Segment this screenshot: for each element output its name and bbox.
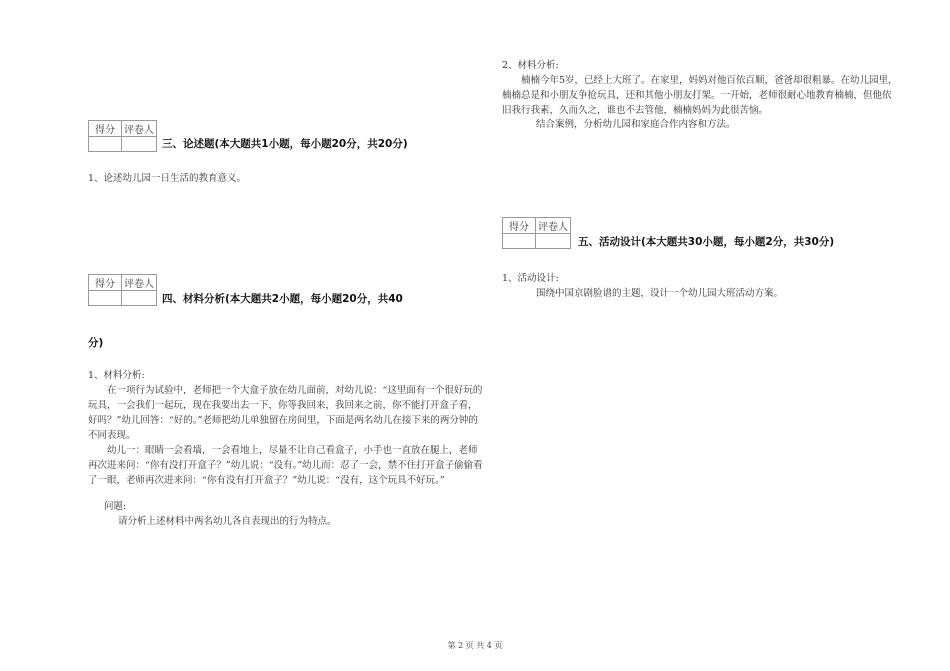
score-box-section-3 [88, 120, 157, 152]
section-5-question-1-title: 1、活动设计: [502, 273, 559, 284]
section-3-question-1: 1、论述幼儿园一日生活的教育意义。 [88, 173, 247, 184]
score-label: 得分 [503, 218, 536, 234]
material-paragraph: 楠楠今年5岁，已经上大班了。在家里，妈妈对他百依百顺，爸爸却很粗暴。在幼儿园里，楠楠总是和小朋友争抢玩具，还和其他小朋友打架。一开始，老师很耐心地教育楠楠，但他依旧我行我素，久而久之，谁也不去管他，楠楠妈妈为此很苦恼。 [502, 75, 898, 116]
section-4-question-2-material [502, 73, 900, 118]
section-4-question-2-task: 结合案例，分析幼儿园和家庭合作内容和方法。 [536, 119, 736, 130]
section-4-heading: 四、材料分析(本大题共2小题，每小题20分，共40 [162, 293, 403, 305]
question-label: 问题: [104, 501, 127, 512]
score-box-section-4 [88, 274, 157, 306]
section-4-question-1-title: 1、材料分析: [88, 370, 145, 381]
score-label: 得分 [89, 275, 122, 291]
score-box-section-5 [502, 217, 571, 249]
section-4-question-1-child-1 [88, 443, 486, 488]
material-paragraph-2: 幼儿一：眼睛一会看墙，一会看地上，尽量不让自己看盒子，小手也一直放在腿上，老师再次进来问：“你有没打开盒子？”幼儿说：“没有。”幼儿而：忍了一会，禁不住打开盒子偷偷看了一眼，老师再次进来问：“你有没有打开盒子？”幼儿说：“没有，这个玩具不好玩。” [88, 445, 483, 486]
section-4-question-2-title: 2、材料分析: [502, 60, 559, 71]
page-footer: 第 2 页 共 4 页 [447, 641, 503, 650]
score-label: 得分 [89, 121, 122, 137]
section-5-heading: 五、活动设计(本大题共30小题，每小题2分，共30分) [578, 236, 835, 248]
grader-label: 评卷人 [122, 121, 157, 137]
section-5-question-1-text: 围绕中国京剧脸谱的主题，设计一个幼儿园大班活动方案。 [536, 288, 784, 299]
material-paragraph-1: 在一项行为试验中，老师把一个大盒子放在幼儿面前，对幼儿说：“这里面有一个很好玩的玩具，一会我们一起玩，现在我要出去一下，你等我回来，我回来之前，你不能打开盒子看，好吗？”幼儿回答：“好的。”老师把幼儿单独留在房间里，下面是两名幼儿在接下来的两分钟的不同表现。 [88, 385, 483, 441]
grader-label: 评卷人 [122, 275, 157, 291]
section-4-question-1-material [88, 383, 486, 443]
grader-label: 评卷人 [536, 218, 571, 234]
section-3-heading: 三、论述题(本大题共1小题，每小题20分，共20分) [162, 138, 408, 150]
question-text: 请分析上述材料中两名幼儿各自表现出的行为特点。 [118, 516, 337, 527]
section-4-heading-continued: 分) [88, 337, 104, 349]
